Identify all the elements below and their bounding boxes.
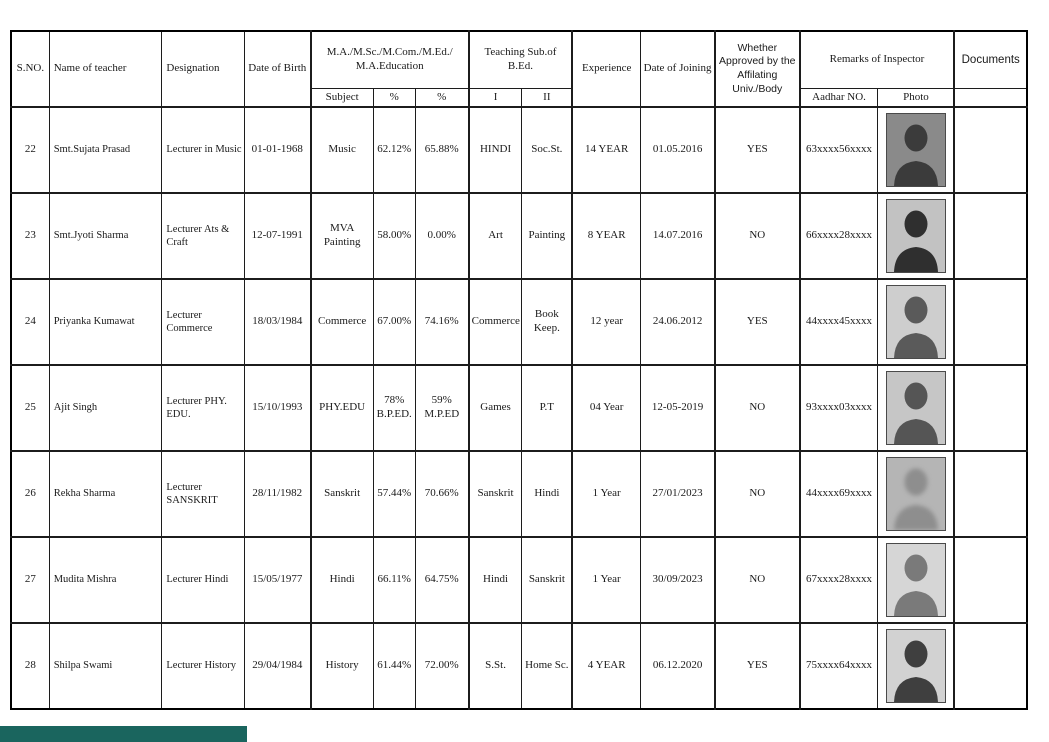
cell-documents	[954, 279, 1027, 365]
col-header-name: Name of teacher	[49, 31, 162, 107]
cell-pct2: 59% M.P.ED	[415, 365, 468, 451]
col-header-sub-ii: II	[522, 89, 572, 108]
cell-documents	[954, 537, 1027, 623]
cell-sno: 27	[11, 537, 49, 623]
bottom-teal-bar	[0, 726, 247, 742]
cell-joining: 24.06.2012	[641, 279, 715, 365]
cell-dob: 28/11/1982	[244, 451, 310, 537]
person-silhouette	[887, 458, 945, 530]
cell-name: Shilpa Swami	[49, 623, 162, 709]
cell-teaching-sub-ii: Book Keep.	[522, 279, 572, 365]
cell-teaching-sub-ii: P.T	[522, 365, 572, 451]
cell-experience: 8 YEAR	[572, 193, 640, 279]
person-silhouette	[887, 544, 945, 616]
table-row	[11, 365, 1027, 451]
cell-pct2: 65.88%	[415, 107, 468, 193]
col-header-remarks-group: Remarks of Inspector	[800, 31, 955, 89]
cell-photo	[878, 365, 954, 451]
cell-pct1: 66.11%	[373, 537, 415, 623]
teacher-table-body	[11, 107, 1027, 709]
person-silhouette	[887, 286, 945, 358]
teacher-table	[10, 30, 1028, 710]
cell-pct1: 62.12%	[373, 107, 415, 193]
cell-aadhar: 44xxxx45xxxx	[800, 279, 878, 365]
teacher-photo	[886, 543, 946, 617]
col-header-teaching-group: Teaching Sub.of B.Ed.	[469, 31, 573, 89]
cell-sno: 22	[11, 107, 49, 193]
table-row	[11, 623, 1027, 709]
col-header-pct1: %	[373, 89, 415, 108]
cell-joining: 12-05-2019	[641, 365, 715, 451]
col-header-designation: Designation	[162, 31, 244, 107]
header-row-main	[11, 31, 1027, 89]
cell-experience: 12 year	[572, 279, 640, 365]
cell-designation: Lecturer History	[162, 623, 244, 709]
cell-aadhar: 66xxxx28xxxx	[800, 193, 878, 279]
cell-designation: Lecturer PHY. EDU.	[162, 365, 244, 451]
col-header-subject: Subject	[311, 89, 373, 108]
cell-pct2: 72.00%	[415, 623, 468, 709]
col-header-approved: Whether Approved by the Affilating Univ./Body	[715, 31, 799, 107]
cell-pct1: 67.00%	[373, 279, 415, 365]
col-header-dob: Date of Birth	[244, 31, 310, 107]
teacher-photo	[886, 457, 946, 531]
cell-subject: PHY.EDU	[311, 365, 373, 451]
cell-joining: 06.12.2020	[641, 623, 715, 709]
cell-designation: Lecturer SANSKRIT	[162, 451, 244, 537]
cell-teaching-sub-ii: Home Sc.	[522, 623, 572, 709]
cell-approved: NO	[715, 193, 799, 279]
cell-sno: 28	[11, 623, 49, 709]
cell-designation: Lecturer Ats & Craft	[162, 193, 244, 279]
col-header-sno: S.NO.	[11, 31, 49, 107]
cell-approved: NO	[715, 365, 799, 451]
cell-name: Ajit Singh	[49, 365, 162, 451]
cell-teaching-sub-ii: Sanskrit	[522, 537, 572, 623]
cell-teaching-sub-i: Commerce	[469, 279, 522, 365]
table-row	[11, 537, 1027, 623]
cell-name: Rekha Sharma	[49, 451, 162, 537]
cell-aadhar: 75xxxx64xxxx	[800, 623, 878, 709]
cell-joining: 27/01/2023	[641, 451, 715, 537]
cell-sno: 23	[11, 193, 49, 279]
cell-pct2: 74.16%	[415, 279, 468, 365]
cell-designation: Lecturer in Music	[162, 107, 244, 193]
cell-pct2: 0.00%	[415, 193, 468, 279]
cell-sno: 24	[11, 279, 49, 365]
cell-dob: 15/10/1993	[244, 365, 310, 451]
cell-subject: Hindi	[311, 537, 373, 623]
cell-aadhar: 93xxxx03xxxx	[800, 365, 878, 451]
cell-teaching-sub-i: Games	[469, 365, 522, 451]
teacher-photo	[886, 629, 946, 703]
cell-teaching-sub-i: Hindi	[469, 537, 522, 623]
cell-name: Smt.Sujata Prasad	[49, 107, 162, 193]
col-header-aadhar: Aadhar NO.	[800, 89, 878, 108]
teacher-photo	[886, 113, 946, 187]
person-silhouette	[887, 372, 945, 444]
cell-subject: MVA Painting	[311, 193, 373, 279]
cell-pct1: 61.44%	[373, 623, 415, 709]
cell-aadhar: 63xxxx56xxxx	[800, 107, 878, 193]
cell-aadhar: 44xxxx69xxxx	[800, 451, 878, 537]
cell-photo	[878, 537, 954, 623]
cell-dob: 18/03/1984	[244, 279, 310, 365]
teacher-photo	[886, 285, 946, 359]
cell-experience: 1 Year	[572, 537, 640, 623]
col-header-experience: Experience	[572, 31, 640, 107]
person-silhouette	[887, 200, 945, 272]
cell-documents	[954, 365, 1027, 451]
cell-photo	[878, 107, 954, 193]
col-header-ma-group: M.A./M.Sc./M.Com./M.Ed./ M.A.Education	[311, 31, 469, 89]
cell-approved: YES	[715, 107, 799, 193]
col-header-joining: Date of Joining	[641, 31, 715, 107]
cell-documents	[954, 451, 1027, 537]
cell-joining: 14.07.2016	[641, 193, 715, 279]
cell-subject: Commerce	[311, 279, 373, 365]
cell-subject: Sanskrit	[311, 451, 373, 537]
cell-dob: 01-01-1968	[244, 107, 310, 193]
col-header-sub-i: I	[469, 89, 522, 108]
col-header-documents: Documents	[954, 31, 1027, 89]
teacher-photo	[886, 199, 946, 273]
cell-designation: Lecturer Hindi	[162, 537, 244, 623]
cell-documents	[954, 623, 1027, 709]
cell-name: Priyanka Kumawat	[49, 279, 162, 365]
cell-photo	[878, 279, 954, 365]
cell-subject: History	[311, 623, 373, 709]
cell-teaching-sub-ii: Painting	[522, 193, 572, 279]
cell-dob: 29/04/1984	[244, 623, 310, 709]
cell-approved: YES	[715, 279, 799, 365]
cell-pct1: 57.44%	[373, 451, 415, 537]
cell-teaching-sub-ii: Hindi	[522, 451, 572, 537]
cell-documents	[954, 193, 1027, 279]
table-row	[11, 193, 1027, 279]
cell-dob: 12-07-1991	[244, 193, 310, 279]
cell-sno: 26	[11, 451, 49, 537]
cell-approved: NO	[715, 451, 799, 537]
cell-subject: Music	[311, 107, 373, 193]
cell-pct2: 70.66%	[415, 451, 468, 537]
cell-joining: 30/09/2023	[641, 537, 715, 623]
cell-approved: YES	[715, 623, 799, 709]
cell-photo	[878, 451, 954, 537]
cell-experience: 1 Year	[572, 451, 640, 537]
cell-designation: Lecturer Commerce	[162, 279, 244, 365]
cell-pct1: 78% B.P.ED.	[373, 365, 415, 451]
person-silhouette	[887, 630, 945, 702]
table-row	[11, 279, 1027, 365]
teacher-photo	[886, 371, 946, 445]
cell-documents	[954, 107, 1027, 193]
cell-teaching-sub-ii: Soc.St.	[522, 107, 572, 193]
cell-teaching-sub-i: S.St.	[469, 623, 522, 709]
cell-name: Mudita Mishra	[49, 537, 162, 623]
cell-experience: 04 Year	[572, 365, 640, 451]
cell-dob: 15/05/1977	[244, 537, 310, 623]
person-silhouette	[887, 114, 945, 186]
col-header-pct2: %	[415, 89, 468, 108]
cell-experience: 4 YEAR	[572, 623, 640, 709]
table-row	[11, 451, 1027, 537]
cell-sno: 25	[11, 365, 49, 451]
cell-name: Smt.Jyoti Sharma	[49, 193, 162, 279]
col-header-documents-sub	[954, 89, 1027, 108]
cell-photo	[878, 193, 954, 279]
cell-joining: 01.05.2016	[641, 107, 715, 193]
col-header-photo: Photo	[878, 89, 954, 108]
cell-teaching-sub-i: HINDI	[469, 107, 522, 193]
cell-teaching-sub-i: Sanskrit	[469, 451, 522, 537]
cell-experience: 14 YEAR	[572, 107, 640, 193]
cell-pct2: 64.75%	[415, 537, 468, 623]
cell-photo	[878, 623, 954, 709]
cell-pct1: 58.00%	[373, 193, 415, 279]
cell-teaching-sub-i: Art	[469, 193, 522, 279]
table-row	[11, 107, 1027, 193]
cell-aadhar: 67xxxx28xxxx	[800, 537, 878, 623]
cell-approved: NO	[715, 537, 799, 623]
